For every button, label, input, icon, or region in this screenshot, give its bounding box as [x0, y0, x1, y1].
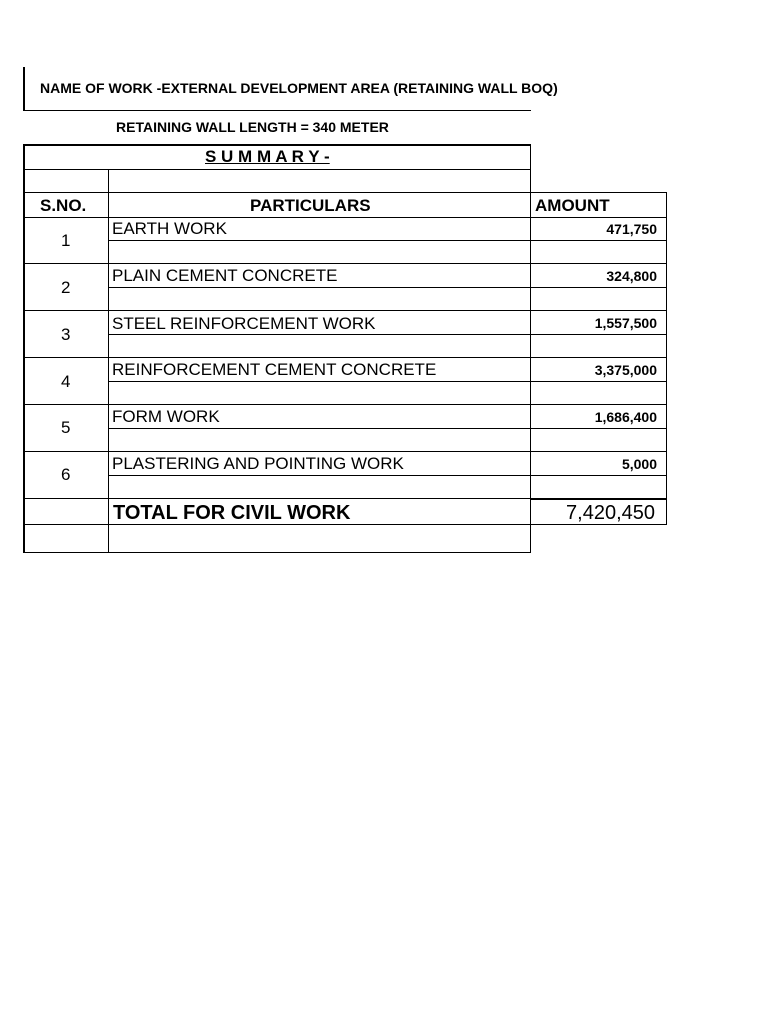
row-sno: 2: [61, 278, 71, 297]
row-1-bottom-line: [23, 263, 667, 264]
row-6-bottom-line: [23, 498, 531, 499]
row-5-bottom-line: [23, 451, 667, 452]
summary-title: S U M M A R Y -: [205, 147, 330, 166]
column-header-sno: S.NO.: [40, 196, 87, 215]
row-4-bottom-line: [23, 404, 667, 405]
row-3-mid-line: [108, 334, 667, 335]
header-row-top-line: [23, 192, 667, 193]
column-header-amount: AMOUNT: [535, 196, 610, 215]
row-1-mid-line: [108, 240, 667, 241]
row-3-bottom-line: [23, 357, 667, 358]
header-left-border: [23, 67, 25, 111]
table-right-line: [666, 192, 667, 525]
row-particular: STEEL REINFORCEMENT WORK: [112, 314, 376, 333]
row-particular: PLASTERING AND POINTING WORK: [112, 454, 404, 473]
row-amount: 471,750: [606, 221, 657, 237]
table-left-line: [23, 144, 25, 553]
row-sno: 6: [61, 465, 71, 484]
row-particular: EARTH WORK: [112, 219, 227, 238]
table-top-line: [23, 144, 531, 146]
row-2-bottom-line: [23, 310, 667, 311]
total-amount: 7,420,450: [566, 502, 655, 524]
row-amount: 3,375,000: [594, 362, 657, 378]
row-4-mid-line: [108, 381, 667, 382]
table-bottom-line: [23, 552, 531, 553]
row-particular: PLAIN CEMENT CONCRETE: [112, 266, 338, 285]
header-bottom-border: [23, 110, 531, 111]
wall-length: RETAINING WALL LENGTH = 340 METER: [116, 119, 389, 135]
name-of-work: NAME OF WORK -EXTERNAL DEVELOPMENT AREA (RETAINING WALL BOQ): [40, 80, 558, 96]
row-amount: 1,686,400: [594, 409, 657, 425]
row-sno: 1: [61, 231, 71, 250]
sno-divider-line: [108, 169, 109, 553]
row-particular: REINFORCEMENT CEMENT CONCRETE: [112, 360, 437, 379]
header-row-bottom-line: [23, 217, 667, 218]
row-particular: FORM WORK: [112, 407, 220, 426]
row-amount: 5,000: [621, 456, 657, 472]
row-sno: 3: [61, 325, 71, 344]
row-sno: 4: [61, 372, 71, 391]
row-sno: 5: [61, 418, 71, 437]
total-box-top-line: [531, 498, 667, 500]
column-header-particulars: PARTICULARS: [250, 196, 371, 215]
row-6-mid-line: [108, 475, 667, 476]
amount-divider-line: [530, 144, 531, 553]
total-bottom-line: [23, 524, 667, 525]
row-5-mid-line: [108, 428, 667, 429]
total-label: TOTAL FOR CIVIL WORK: [113, 502, 351, 524]
title-bottom-line: [23, 169, 531, 170]
row-amount: 1,557,500: [594, 315, 657, 331]
row-2-mid-line: [108, 287, 667, 288]
row-amount: 324,800: [606, 268, 657, 284]
